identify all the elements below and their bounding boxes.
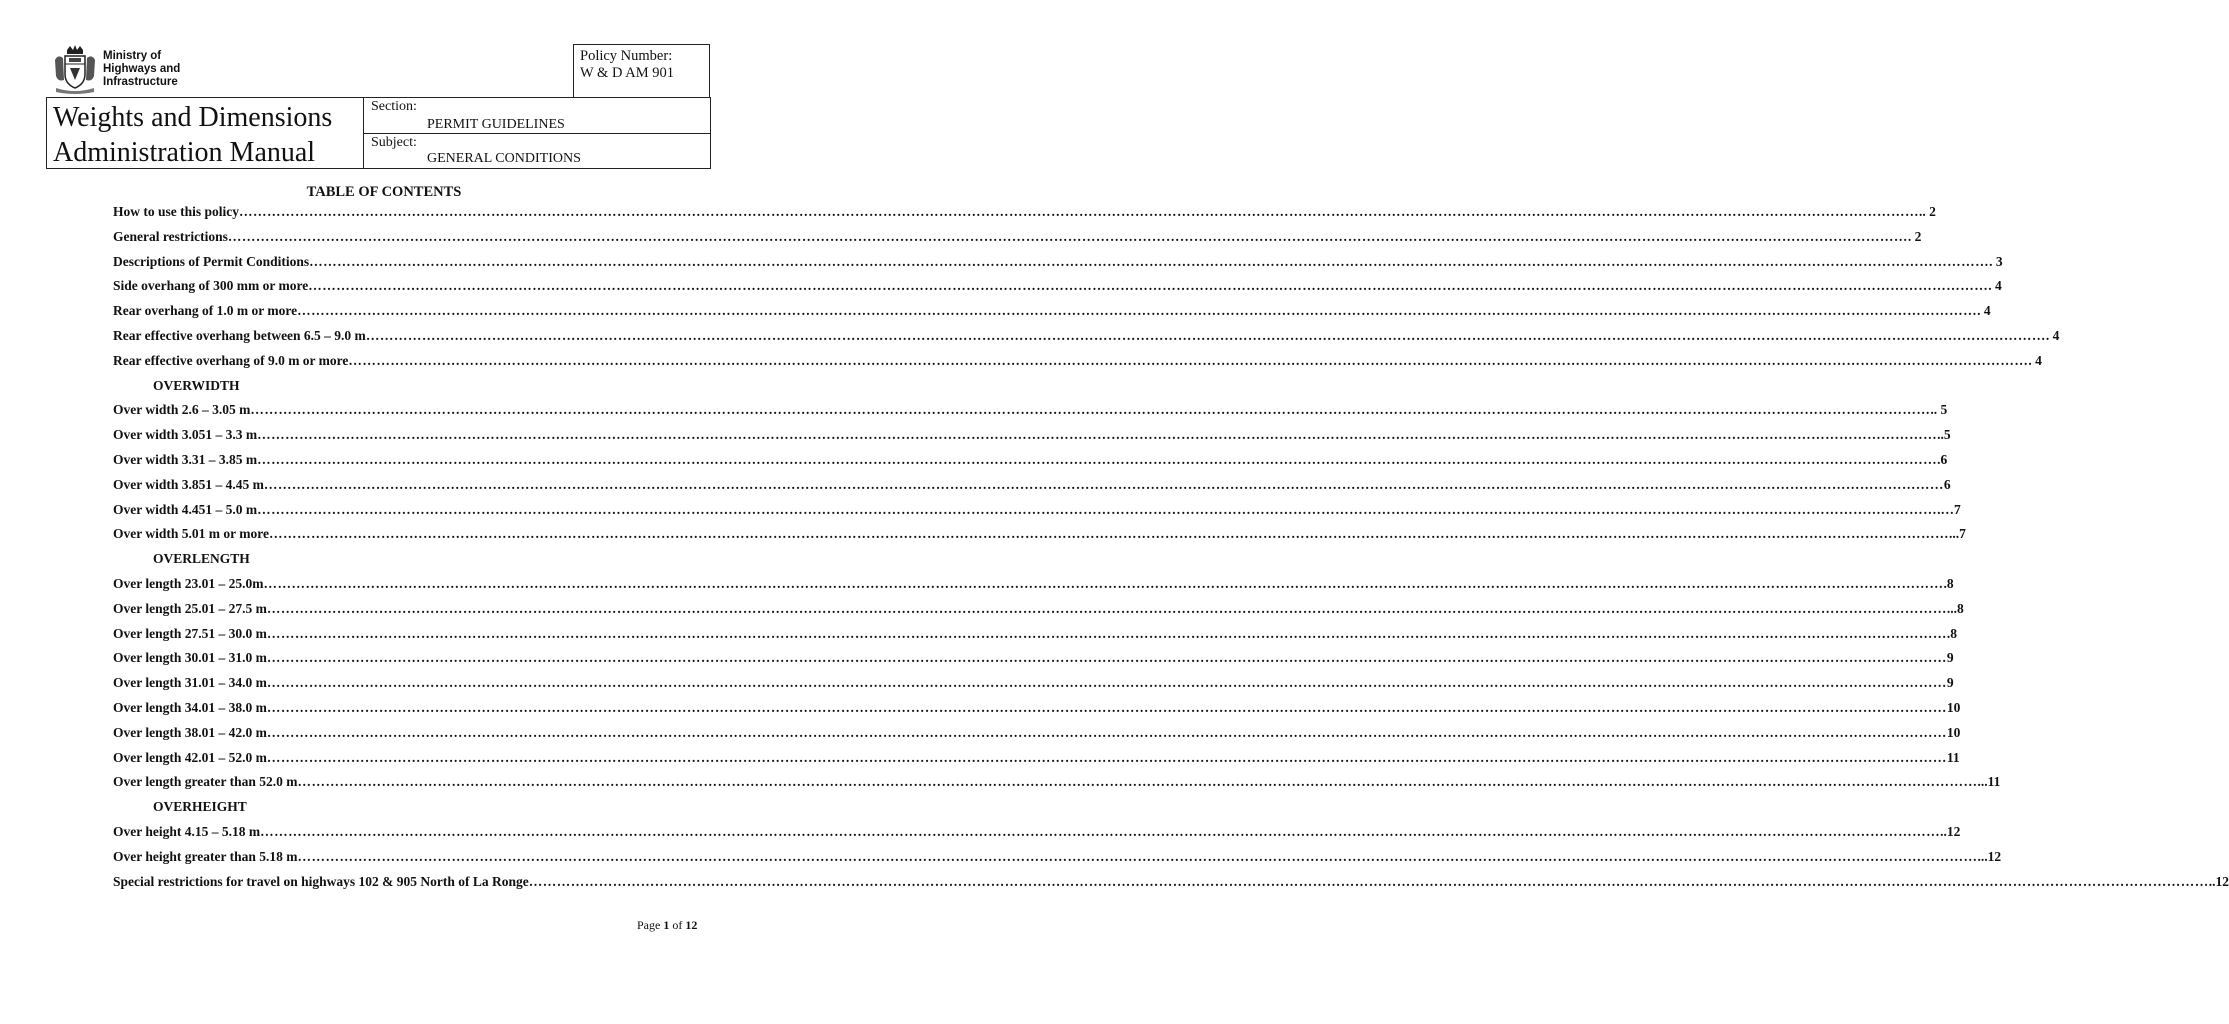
toc-entry-label: Over height greater than 5.18 m bbox=[113, 848, 298, 864]
toc-entry-page: 11 bbox=[1946, 749, 1960, 765]
toc-entry-label: Side overhang of 300 mm or more bbox=[113, 278, 309, 294]
toc-entry-label: OVERHEIGHT bbox=[153, 799, 247, 815]
manual-title-line-2: Administration Manual bbox=[53, 137, 316, 168]
toc-entry[interactable] bbox=[113, 721, 1961, 746]
toc-entry-label: Over length 23.01 – 25.0m bbox=[113, 575, 264, 591]
toc-entry[interactable] bbox=[113, 646, 1954, 671]
policy-number-label: Policy Number: bbox=[580, 48, 673, 64]
toc-entry[interactable] bbox=[113, 845, 2002, 870]
toc-entry-label: Rear effective overhang between 6.5 – 9.0 m bbox=[113, 327, 366, 343]
subject-box bbox=[363, 133, 711, 169]
toc-entry-label: General restrictions bbox=[113, 228, 228, 244]
toc-entry-label: Over width 3.051 – 3.3 m bbox=[113, 427, 258, 443]
toc-entry-page: . 2 bbox=[1907, 228, 1922, 244]
toc-entry-page: ...8 bbox=[1946, 600, 1964, 616]
toc-entry-page: . 4 bbox=[2045, 327, 2060, 343]
toc-leader-dots: ……………………………………………………………………………………………………………………………………………………………………………………………………………………………………………………………………………………………………………………………… bbox=[266, 600, 1947, 616]
toc-entry-page: . 4 bbox=[2028, 352, 2042, 368]
toc-entry-page: ...12 bbox=[1977, 848, 2002, 864]
of-word: of bbox=[672, 918, 683, 932]
table-of-contents bbox=[113, 200, 2229, 894]
toc-entry-label: Over length 30.01 – 31.0 m bbox=[113, 650, 267, 666]
toc-entry[interactable] bbox=[113, 597, 1964, 622]
toc-entry-label: Over width 3.31 – 3.85 m bbox=[113, 451, 258, 467]
toc-leader-dots: ……………………………………………………………………………………………………………………………………………………………………………………………………………………………………………………………………………………………………………………………… bbox=[257, 501, 1938, 517]
organization-line-2: Highways and bbox=[103, 63, 181, 75]
ministry-crest-icon bbox=[52, 44, 98, 94]
toc-entry[interactable] bbox=[113, 324, 2060, 349]
toc-entry[interactable] bbox=[113, 349, 2042, 374]
toc-section-heading bbox=[113, 547, 633, 572]
toc-entry[interactable] bbox=[113, 820, 1961, 845]
toc-entry-label: Over length 25.01 – 27.5 m bbox=[113, 600, 267, 616]
toc-entry-page: ..5 bbox=[1937, 427, 1951, 443]
toc-entry-page: ..12 bbox=[2208, 873, 2229, 889]
toc-leader-dots: ……………………………………………………………………………………………………………………………………………………………………………………………………………………………………………………………………………………………………………………………… bbox=[257, 427, 1938, 443]
subject-label: Subject: bbox=[371, 135, 417, 150]
toc-entry-label: Descriptions of Permit Conditions bbox=[113, 253, 310, 269]
toc-entry-label: Over height 4.15 – 5.18 m bbox=[113, 823, 261, 839]
toc-entry-label: Rear effective overhang of 9.0 m or more bbox=[113, 352, 349, 368]
toc-leader-dots: ……………………………………………………………………………………………………………………………………………………………………………………………………………………………………………………………………………………………………………………………… bbox=[308, 278, 1989, 294]
toc-leader-dots: ……………………………………………………………………………………………………………………………………………………………………………………………………………………………………………………………………………………………………………………………… bbox=[268, 526, 1949, 542]
toc-leader-dots: ……………………………………………………………………………………………………………………………………………………………………………………………………………………………………………………………………………………………………………………………… bbox=[266, 675, 1947, 691]
toc-entry-page: 6 bbox=[1943, 476, 1951, 492]
toc-leader-dots: ……………………………………………………………………………………………………………………………………………………………………………………………………………………………………………………………………………………………………………………………… bbox=[365, 327, 2046, 343]
page-footer bbox=[637, 918, 697, 933]
toc-entry[interactable] bbox=[113, 671, 1954, 696]
toc-entry-page: 9 bbox=[1946, 675, 1954, 691]
toc-entry[interactable] bbox=[113, 746, 1960, 771]
toc-entry-page: ..12 bbox=[1940, 823, 1961, 839]
organization-name bbox=[103, 50, 180, 89]
organization-line-1: Ministry of bbox=[103, 50, 162, 62]
toc-leader-dots: ……………………………………………………………………………………………………………………………………………………………………………………………………………………………………………………………………………………………………………………………… bbox=[250, 402, 1931, 418]
policy-number-value: W & D AM 901 bbox=[580, 65, 674, 81]
toc-entry-label: Over length 27.51 – 30.0 m bbox=[113, 625, 267, 641]
organization-line-3: Infrastructure bbox=[103, 76, 178, 88]
toc-entry-label: OVERWIDTH bbox=[153, 377, 240, 393]
toc-entry[interactable] bbox=[113, 770, 2001, 795]
toc-leader-dots: ……………………………………………………………………………………………………………………………………………………………………………………………………………………………………………………………………………………………………………………………… bbox=[528, 873, 2209, 889]
toc-entry[interactable] bbox=[113, 250, 2003, 275]
section-box bbox=[363, 97, 711, 134]
toc-section-heading bbox=[113, 374, 633, 399]
toc-entry-label: Over length 34.01 – 38.0 m bbox=[113, 699, 267, 715]
toc-entry-page: .8 bbox=[1946, 625, 1957, 641]
toc-leader-dots: ……………………………………………………………………………………………………………………………………………………………………………………………………………………………………………………………………………………………………………………………… bbox=[297, 848, 1978, 864]
toc-entry-page: .8 bbox=[1943, 575, 1954, 591]
toc-entry[interactable] bbox=[113, 225, 1922, 250]
toc-leader-dots: ……………………………………………………………………………………………………………………………………………………………………………………………………………………………………………………………………………………………………………………………… bbox=[266, 749, 1947, 765]
toc-entry-label: OVERLENGTH bbox=[153, 551, 250, 567]
section-label: Section: bbox=[371, 99, 417, 114]
toc-entry-label: Special restrictions for travel on highways 102 & 905 North of La Ronge bbox=[113, 873, 529, 889]
toc-entry-page: 10 bbox=[1946, 699, 1961, 715]
toc-entry-page: .. 2 bbox=[1919, 204, 1936, 219]
total-pages: 12 bbox=[685, 918, 698, 932]
toc-entry[interactable] bbox=[113, 473, 1951, 498]
toc-entry[interactable] bbox=[113, 622, 1957, 647]
toc-entry[interactable] bbox=[113, 274, 2002, 299]
toc-leader-dots: ……………………………………………………………………………………………………………………………………………………………………………………………………………………………………………………………………………………………………………………………… bbox=[260, 823, 1941, 839]
toc-entry-label: Over width 5.01 m or more bbox=[113, 526, 269, 542]
toc-entry-label: Rear overhang of 1.0 m or more bbox=[113, 303, 298, 319]
toc-entry-label: Over length 42.01 – 52.0 m bbox=[113, 749, 267, 765]
manual-title-line-1: Weights and Dimensions bbox=[53, 102, 333, 133]
toc-entry-label: How to use this policy bbox=[113, 204, 240, 219]
toc-entry[interactable] bbox=[113, 572, 1954, 597]
toc-entry[interactable] bbox=[113, 696, 1961, 721]
toc-entry-page: ...7 bbox=[1948, 526, 1966, 542]
toc-leader-dots: ……………………………………………………………………………………………………………………………………………………………………………………………………………………………………………………………………………………………………………………………… bbox=[239, 204, 1920, 219]
toc-entry-label: Over length 38.01 – 42.0 m bbox=[113, 724, 267, 740]
toc-leader-dots: ……………………………………………………………………………………………………………………………………………………………………………………………………………………………………………………………………………………………………………………………… bbox=[266, 724, 1947, 740]
toc-leader-dots: ……………………………………………………………………………………………………………………………………………………………………………………………………………………………………………………………………………………………………………………………… bbox=[266, 699, 1947, 715]
toc-leader-dots: ……………………………………………………………………………………………………………………………………………………………………………………………………………………………………………………………………………………………………………………………… bbox=[257, 451, 1938, 467]
toc-entry-label: Over length greater than 52.0 m bbox=[113, 774, 298, 790]
toc-entry-page: ...11 bbox=[1977, 774, 2001, 790]
toc-entry-label: Over width 2.6 – 3.05 m bbox=[113, 402, 251, 418]
toc-leader-dots: ……………………………………………………………………………………………………………………………………………………………………………………………………………………………………………………………………………………………………………………………… bbox=[263, 575, 1944, 591]
manual-title-box bbox=[46, 97, 364, 169]
toc-entry-page: . 3 bbox=[1989, 253, 2003, 269]
toc-entry-page: .…7 bbox=[1937, 501, 1961, 517]
toc-entry-page: 9 bbox=[1946, 650, 1954, 666]
toc-entry[interactable] bbox=[113, 522, 1966, 547]
toc-entry-label: Over width 3.851 – 4.45 m bbox=[113, 476, 264, 492]
toc-leader-dots: ……………………………………………………………………………………………………………………………………………………………………………………………………………………………………………………………………………………………………………………………… bbox=[348, 352, 2029, 368]
current-page: 1 bbox=[663, 918, 670, 932]
toc-entry[interactable] bbox=[113, 870, 2229, 895]
toc-entry[interactable] bbox=[113, 498, 1961, 523]
toc-entry-page: . 4 bbox=[1988, 278, 2002, 294]
toc-leader-dots: ……………………………………………………………………………………………………………………………………………………………………………………………………………………………………………………………………………………………………………………………… bbox=[266, 650, 1947, 666]
toc-entry-page: 10 bbox=[1946, 724, 1961, 740]
toc-entry-page: .6 bbox=[1937, 451, 1948, 467]
toc-entry[interactable] bbox=[113, 423, 1951, 448]
subject-value: GENERAL CONDITIONS bbox=[427, 151, 581, 166]
page-word: Page bbox=[637, 918, 661, 932]
toc-leader-dots: ……………………………………………………………………………………………………………………………………………………………………………………………………………………………………………………………………………………………………………………………… bbox=[309, 253, 1990, 269]
toc-leader-dots: ……………………………………………………………………………………………………………………………………………………………………………………………………………………………………………………………………………………………………………………………… bbox=[227, 228, 1908, 244]
toc-leader-dots: ……………………………………………………………………………………………………………………………………………………………………………………………………………………………………………………………………………………………………………………………… bbox=[263, 476, 1944, 492]
toc-leader-dots: ……………………………………………………………………………………………………………………………………………………………………………………………………………………………………………………………………………………………………………………………… bbox=[297, 774, 1978, 790]
toc-entry[interactable] bbox=[113, 448, 1948, 473]
toc-leader-dots: ……………………………………………………………………………………………………………………………………………………………………………………………………………………………………………………………………………………………………………………………… bbox=[297, 303, 1978, 319]
toc-entry-page: . 4 bbox=[1977, 303, 1991, 319]
toc-entry[interactable] bbox=[113, 200, 1936, 225]
toc-section-heading bbox=[113, 795, 633, 820]
section-value: PERMIT GUIDELINES bbox=[427, 117, 565, 132]
toc-entry-label: Over length 31.01 – 34.0 m bbox=[113, 675, 267, 691]
toc-entry[interactable] bbox=[113, 398, 1948, 423]
toc-entry-label: Over width 4.451 – 5.0 m bbox=[113, 501, 258, 517]
toc-leader-dots: ……………………………………………………………………………………………………………………………………………………………………………………………………………………………………………………………………………………………………………………………… bbox=[266, 625, 1947, 641]
toc-entry-page: .. 5 bbox=[1930, 402, 1948, 418]
toc-title: TABLE OF CONTENTS bbox=[306, 184, 462, 200]
policy-number-box bbox=[573, 44, 710, 98]
toc-entry[interactable] bbox=[113, 299, 1991, 324]
